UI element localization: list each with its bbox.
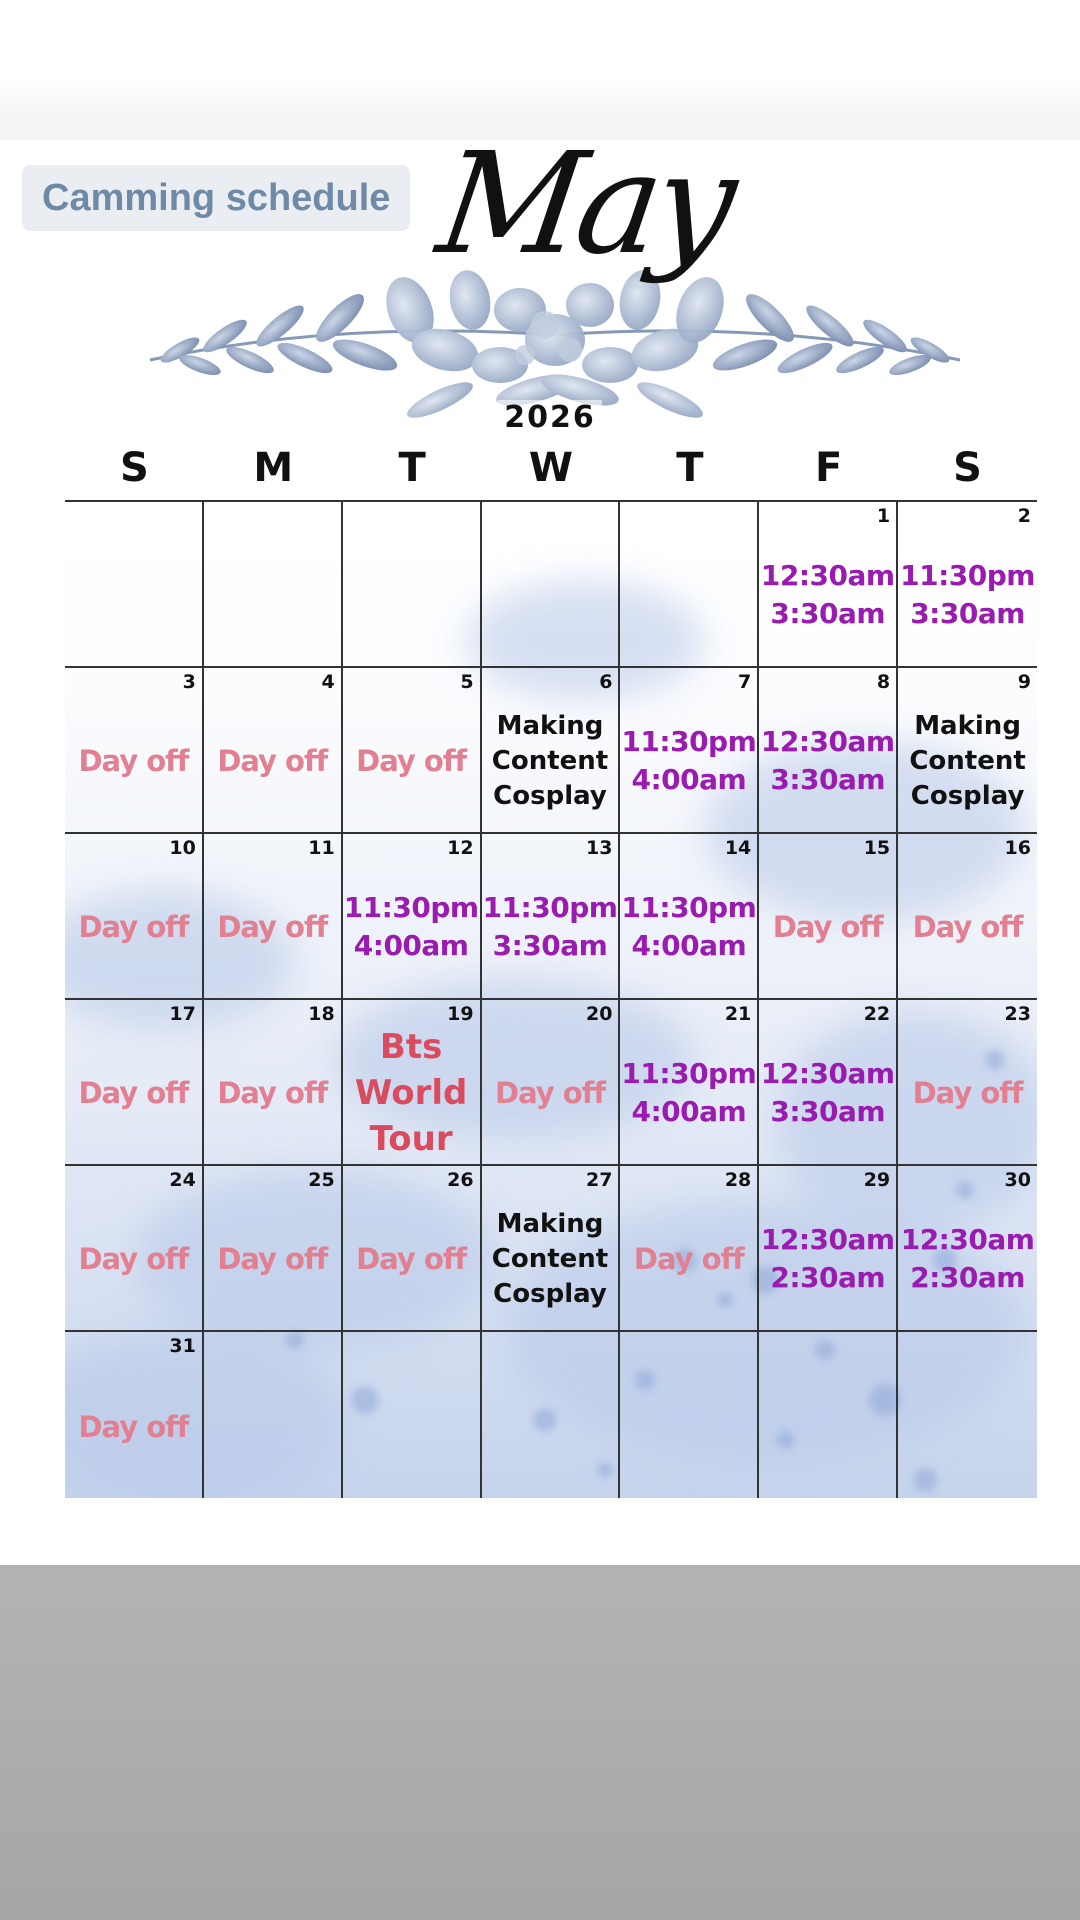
calendar-day-cell bbox=[898, 1166, 1037, 1332]
calendar-day-cell bbox=[65, 1166, 204, 1332]
schedule-entry bbox=[898, 856, 1037, 998]
weekday-saturday: S bbox=[953, 445, 982, 491]
schedule-entry-line: 12:30am bbox=[760, 1223, 895, 1256]
calendar-day-cell bbox=[759, 502, 898, 668]
schedule-entry bbox=[204, 1188, 341, 1330]
calendar-day-cell bbox=[204, 1000, 343, 1166]
calendar-grid bbox=[65, 500, 1037, 1498]
calendar-day-cell bbox=[482, 668, 621, 834]
calendar bbox=[65, 500, 1037, 1498]
day-number: 26 bbox=[447, 1169, 474, 1191]
year-text: 2026 bbox=[498, 400, 602, 435]
schedule-entry bbox=[65, 1022, 202, 1164]
schedule-entry bbox=[759, 690, 896, 832]
day-number: 28 bbox=[724, 1169, 752, 1191]
schedule-entry bbox=[620, 856, 757, 998]
calendar-day-cell bbox=[898, 502, 1037, 668]
schedule-entry-line: Day off bbox=[78, 1410, 189, 1444]
schedule-entry-line: 4:00am bbox=[631, 929, 747, 962]
day-number: 21 bbox=[724, 1003, 752, 1025]
schedule-entry bbox=[759, 1022, 896, 1164]
schedule-entry bbox=[343, 1188, 480, 1330]
day-number: 25 bbox=[308, 1169, 335, 1191]
calendar-day-cell bbox=[482, 1166, 621, 1332]
schedule-entry-line: 3:30am bbox=[770, 1095, 886, 1128]
day-number: 12 bbox=[447, 837, 474, 859]
day-number: 11 bbox=[308, 837, 335, 859]
day-number: 16 bbox=[1004, 837, 1031, 859]
day-number: 14 bbox=[724, 837, 752, 859]
day-number: 7 bbox=[738, 671, 752, 693]
schedule-entry bbox=[898, 1022, 1037, 1164]
calendar-day-cell bbox=[204, 834, 343, 1000]
calendar-day-cell bbox=[482, 502, 621, 668]
calendar-day-cell bbox=[65, 1000, 204, 1166]
day-number: 4 bbox=[321, 671, 335, 693]
calendar-day-cell bbox=[620, 834, 759, 1000]
schedule-entry-line: Day off bbox=[772, 910, 883, 944]
calendar-day-cell bbox=[482, 834, 621, 1000]
schedule-entry bbox=[343, 856, 480, 998]
schedule-entry-line: Making bbox=[914, 710, 1021, 741]
schedule-entry-line: 2:30am bbox=[910, 1261, 1025, 1294]
schedule-entry-line: Day off bbox=[633, 1242, 744, 1276]
schedule-entry-line: 12:30am bbox=[760, 1057, 895, 1090]
schedule-entry-line: Day off bbox=[78, 910, 189, 944]
calendar-day-cell bbox=[620, 1000, 759, 1166]
day-number: 5 bbox=[460, 671, 474, 693]
schedule-entry bbox=[482, 690, 619, 832]
schedule-entry bbox=[204, 856, 341, 998]
calendar-day-cell bbox=[898, 1332, 1037, 1498]
day-number: 29 bbox=[863, 1169, 891, 1191]
calendar-day-cell bbox=[343, 668, 482, 834]
schedule-entry-line: World bbox=[354, 1073, 468, 1113]
calendar-day-cell bbox=[343, 502, 482, 668]
schedule-entry-line: Day off bbox=[356, 744, 467, 778]
day-number: 23 bbox=[1004, 1003, 1031, 1025]
day-number: 3 bbox=[182, 671, 196, 693]
schedule-entry bbox=[65, 1354, 202, 1498]
schedule-entry bbox=[343, 1022, 480, 1164]
weekday-friday: F bbox=[815, 445, 843, 491]
day-number: 15 bbox=[863, 837, 891, 859]
day-number: 31 bbox=[169, 1335, 196, 1357]
schedule-entry-line: Day off bbox=[217, 744, 328, 778]
bottom-gray-area bbox=[0, 1565, 1080, 1920]
weekday-wednesday: W bbox=[528, 445, 574, 491]
schedule-entry-line: 4:00am bbox=[631, 763, 747, 796]
schedule-entry-line: 11:30pm bbox=[343, 891, 479, 924]
schedule-entry-line: Bts bbox=[379, 1027, 443, 1067]
weekday-monday: M bbox=[253, 445, 294, 491]
calendar-day-cell bbox=[343, 834, 482, 1000]
day-number: 17 bbox=[169, 1003, 196, 1025]
schedule-entry-line: Day off bbox=[78, 744, 189, 778]
year-label bbox=[0, 400, 1080, 435]
schedule-entry bbox=[620, 1188, 757, 1330]
day-number: 22 bbox=[863, 1003, 891, 1025]
schedule-entry-line: 11:30pm bbox=[621, 1057, 757, 1090]
day-number: 1 bbox=[876, 505, 891, 527]
day-number: 19 bbox=[447, 1003, 474, 1025]
calendar-day-cell bbox=[65, 668, 204, 834]
schedule-entry bbox=[204, 1022, 341, 1164]
schedule-entry-line: 4:00am bbox=[353, 929, 469, 962]
calendar-day-cell bbox=[343, 1332, 482, 1498]
calendar-day-cell bbox=[482, 1332, 621, 1498]
calendar-day-cell bbox=[204, 502, 343, 668]
calendar-day-cell bbox=[65, 834, 204, 1000]
schedule-entry bbox=[65, 1188, 202, 1330]
schedule-entry bbox=[759, 856, 896, 998]
weekday-thursday: T bbox=[676, 445, 704, 491]
calendar-day-cell bbox=[620, 1332, 759, 1498]
schedule-entry-line: Day off bbox=[495, 1076, 605, 1110]
schedule-entry-line: 3:30am bbox=[910, 597, 1025, 630]
calendar-day-cell bbox=[620, 502, 759, 668]
day-number: 27 bbox=[585, 1169, 613, 1191]
story-caption: Camming schedule bbox=[22, 165, 410, 231]
day-number: 2 bbox=[1017, 505, 1031, 527]
schedule-entry-line: Day off bbox=[217, 1242, 328, 1276]
top-background bbox=[0, 0, 1080, 140]
schedule-entry bbox=[898, 690, 1037, 832]
day-number: 24 bbox=[169, 1169, 196, 1191]
schedule-entry-line: 11:30pm bbox=[482, 891, 618, 924]
schedule-entry-line: 3:30am bbox=[492, 929, 608, 962]
schedule-entry-line: 4:00am bbox=[631, 1095, 747, 1128]
calendar-day-cell bbox=[343, 1000, 482, 1166]
schedule-entry-line: Content bbox=[491, 1243, 609, 1274]
schedule-entry-line: Day off bbox=[217, 910, 328, 944]
calendar-day-cell bbox=[204, 1166, 343, 1332]
schedule-entry-line: Making bbox=[496, 1208, 604, 1239]
calendar-day-cell bbox=[620, 668, 759, 834]
calendar-day-cell bbox=[204, 668, 343, 834]
calendar-day-cell bbox=[759, 834, 898, 1000]
schedule-entry-line: Cosplay bbox=[493, 780, 607, 811]
schedule-entry-line: 12:30am bbox=[900, 1223, 1035, 1256]
calendar-day-cell bbox=[65, 502, 204, 668]
day-number: 20 bbox=[585, 1003, 613, 1025]
schedule-entry-line: 11:30pm bbox=[900, 559, 1035, 592]
weekday-sunday: S bbox=[120, 445, 149, 491]
calendar-day-cell bbox=[759, 1166, 898, 1332]
calendar-day-cell bbox=[759, 1332, 898, 1498]
calendar-day-cell bbox=[898, 1000, 1037, 1166]
weekday-header bbox=[65, 440, 1037, 496]
calendar-day-cell bbox=[759, 1000, 898, 1166]
schedule-entry bbox=[482, 1188, 619, 1330]
schedule-entry-line: Day off bbox=[217, 1076, 328, 1110]
calendar-day-cell bbox=[898, 668, 1037, 834]
month-title: May bbox=[429, 123, 741, 286]
day-number: 13 bbox=[585, 837, 613, 859]
weekday-tuesday: T bbox=[398, 445, 426, 491]
schedule-entry-line: 3:30am bbox=[770, 597, 886, 630]
schedule-entry bbox=[482, 1022, 619, 1164]
calendar-day-cell bbox=[759, 668, 898, 834]
schedule-entry bbox=[482, 856, 619, 998]
schedule-entry bbox=[65, 856, 202, 998]
day-number: 10 bbox=[169, 837, 196, 859]
schedule-entry bbox=[898, 524, 1037, 666]
schedule-entry-line: Making bbox=[496, 710, 604, 741]
schedule-entry-line: 11:30pm bbox=[621, 725, 757, 758]
schedule-entry-line: Day off bbox=[356, 1242, 467, 1276]
calendar-day-cell bbox=[65, 1332, 204, 1498]
schedule-entry-line: 11:30pm bbox=[621, 891, 757, 924]
schedule-entry-line: 12:30am bbox=[760, 559, 895, 592]
schedule-entry bbox=[620, 690, 757, 832]
schedule-entry bbox=[759, 1188, 896, 1330]
schedule-entry-line: Cosplay bbox=[910, 780, 1025, 811]
day-number: 6 bbox=[599, 671, 613, 693]
schedule-entry-line: Day off bbox=[78, 1242, 189, 1276]
schedule-entry-line: Content bbox=[491, 745, 609, 776]
schedule-entry bbox=[204, 690, 341, 832]
day-number: 8 bbox=[876, 671, 891, 693]
calendar-day-cell bbox=[204, 1332, 343, 1498]
day-number: 18 bbox=[308, 1003, 335, 1025]
calendar-day-cell bbox=[343, 1166, 482, 1332]
schedule-entry-line: Day off bbox=[912, 1076, 1023, 1110]
schedule-entry-line: Day off bbox=[912, 910, 1023, 944]
calendar-day-cell bbox=[482, 1000, 621, 1166]
calendar-day-cell bbox=[898, 834, 1037, 1000]
schedule-entry bbox=[759, 524, 896, 666]
schedule-entry bbox=[343, 690, 480, 832]
schedule-entry bbox=[898, 1188, 1037, 1330]
schedule-entry-line: 12:30am bbox=[760, 725, 895, 758]
schedule-entry-line: Tour bbox=[369, 1119, 453, 1159]
schedule-entry-line: Cosplay bbox=[493, 1278, 607, 1309]
schedule-entry bbox=[620, 1022, 757, 1164]
schedule-entry-line: Content bbox=[909, 745, 1026, 776]
schedule-entry-line: Day off bbox=[78, 1076, 189, 1110]
schedule-entry bbox=[65, 690, 202, 832]
schedule-entry-line: 3:30am bbox=[770, 763, 886, 796]
day-number: 9 bbox=[1017, 671, 1031, 693]
schedule-entry-line: 2:30am bbox=[770, 1261, 886, 1294]
calendar-day-cell bbox=[620, 1166, 759, 1332]
day-number: 30 bbox=[1004, 1169, 1031, 1191]
